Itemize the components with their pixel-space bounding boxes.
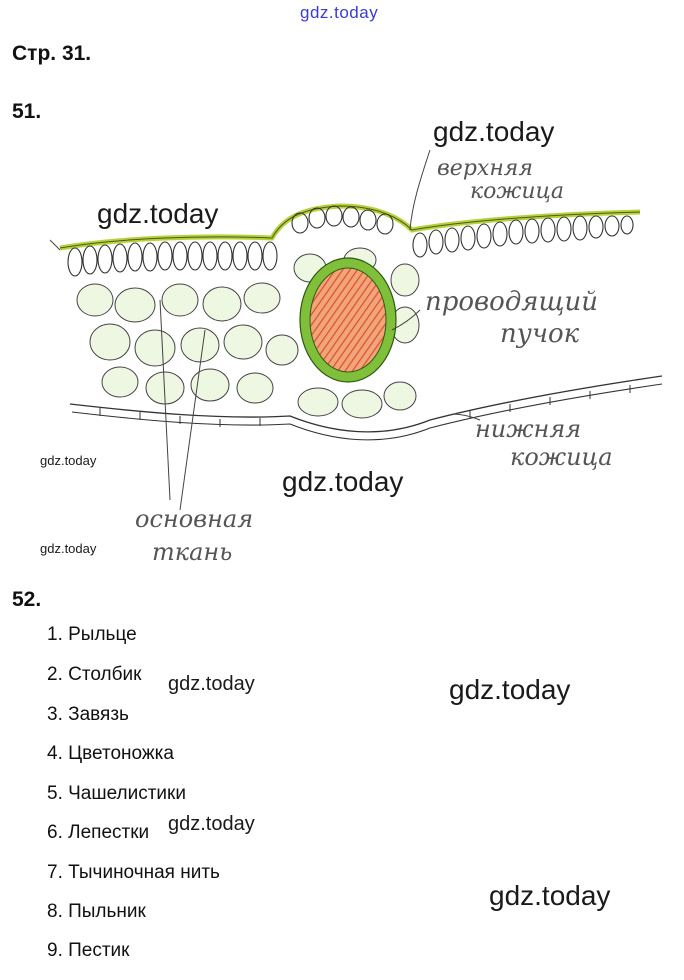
watermark-bottom-right: gdz.today: [489, 880, 611, 911]
vascular-bundle-core: [310, 268, 386, 372]
list-item: 2. Столбик: [47, 664, 142, 685]
watermark-list-2: gdz.today: [168, 813, 255, 835]
watermark-small-left-2: gdz.today: [40, 541, 97, 556]
task-51-number: 51.: [12, 100, 42, 123]
page-label: Стр. 31.: [12, 42, 92, 65]
list-item: 1. Рыльце: [47, 624, 137, 645]
watermark-upper-left: gdz.today: [97, 198, 219, 229]
label-lower-skin-1: нижняя: [475, 415, 582, 443]
watermark-top: gdz.today: [300, 3, 379, 22]
label-bundle-2: пучок: [500, 319, 580, 349]
label-upper-skin-1: верхняя: [437, 156, 533, 181]
label-ground-2: ткань: [152, 538, 233, 566]
leaf-cross-section-drawing: [0, 120, 684, 580]
label-bundle-1: проводящий: [425, 287, 599, 317]
list-item: 9. Пестик: [47, 940, 130, 961]
label-upper-skin-2: кожица: [470, 179, 565, 204]
label-lower-skin-2: кожица: [510, 443, 613, 471]
watermark-list-1: gdz.today: [168, 673, 255, 695]
list-item: 8. Пыльник: [47, 901, 146, 922]
list-item: 5. Чашелистики: [47, 783, 186, 804]
watermark-list-right: gdz.today: [449, 674, 571, 705]
task-52-number: 52.: [12, 588, 42, 611]
watermark-small-left-1: gdz.today: [40, 453, 97, 468]
list-item: 3. Завязь: [47, 704, 129, 725]
list-item: 7. Тычиночная нить: [47, 862, 220, 883]
label-ground-1: основная: [135, 505, 254, 533]
list-item: 6. Лепестки: [47, 822, 150, 843]
watermark-center: gdz.today: [282, 466, 404, 497]
watermark-upper-right: gdz.today: [433, 116, 555, 147]
list-item: 4. Цветоножка: [47, 743, 174, 764]
